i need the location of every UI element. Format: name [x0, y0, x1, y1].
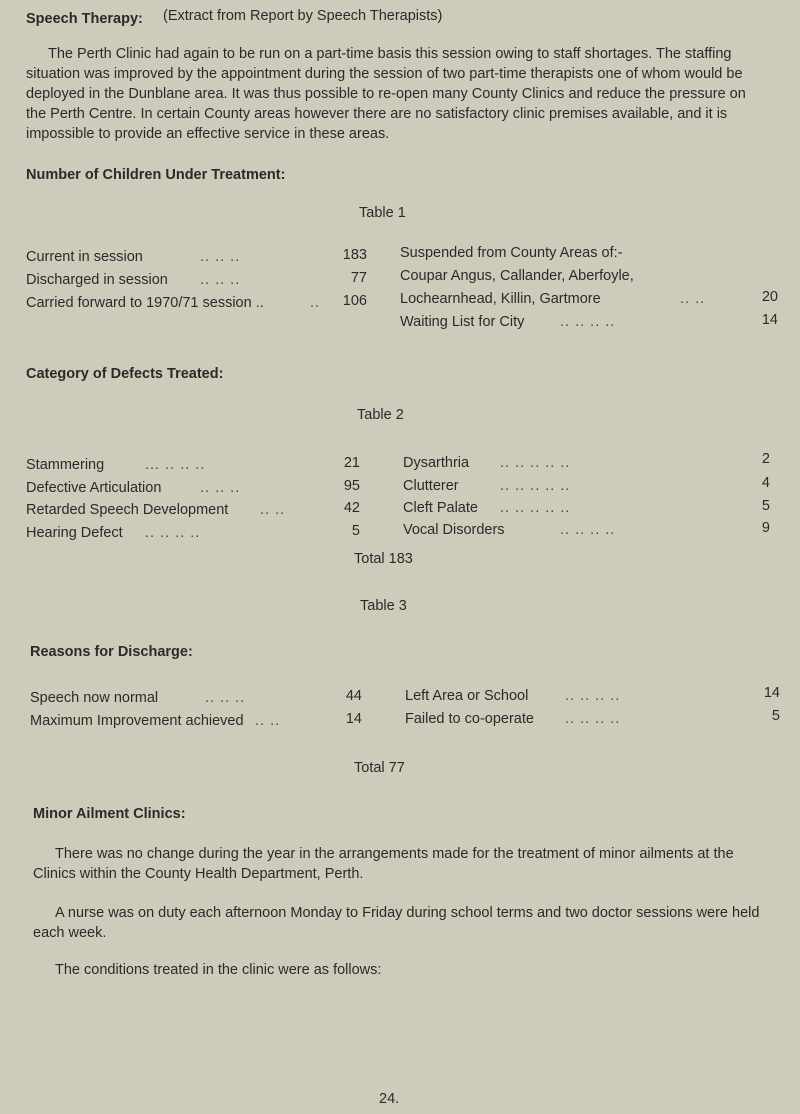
- table-total-3: Total 77: [354, 760, 405, 776]
- leader-dots: .. .. .. ..: [565, 688, 621, 704]
- table-title-2: Table 2: [357, 407, 404, 423]
- row-label: Defective Articulation: [26, 480, 162, 496]
- row-value: 14: [761, 312, 778, 328]
- leader-dots: .. .. ..: [200, 272, 241, 288]
- section-heading-children: Number of Children Under Treatment:: [26, 167, 286, 183]
- row-label: Speech now normal: [30, 690, 159, 706]
- report-subtitle: (Extract from Report by Speech Therapists): [163, 8, 443, 24]
- suspended-intro: Suspended from County Areas of:-: [400, 245, 623, 261]
- leader-dots: .. .. .. .. ..: [500, 478, 571, 494]
- leader-dots: .. .. .. .. ..: [500, 500, 571, 516]
- leader-dots: .. .. .. ..: [145, 525, 201, 541]
- row-label: Clutterer: [403, 478, 459, 494]
- section-label: Speech Therapy:: [26, 11, 143, 27]
- row-value: 14: [345, 711, 362, 727]
- row-label: Left Area or School: [405, 688, 529, 704]
- row-value: 106: [342, 293, 367, 309]
- leader-dots: ... .. .. ..: [145, 457, 206, 473]
- row-value: 5: [771, 708, 780, 724]
- row-value: 2: [761, 451, 770, 467]
- row-label: Stammering: [26, 457, 105, 473]
- page-number: 24.: [379, 1091, 400, 1107]
- table-title-3: Table 3: [360, 598, 407, 614]
- row-label: Maximum Improvement achieved: [30, 713, 244, 729]
- leader-dots: .. .. .. ..: [560, 314, 616, 330]
- row-label: Discharged in session: [26, 272, 168, 288]
- row-value: 9: [761, 520, 770, 536]
- row-label: Current in session: [26, 249, 143, 265]
- minor-ailments-paragraph-3: The conditions treated in the clinic were as follows:: [55, 962, 382, 978]
- row-label: Lochearnhead, Killin, Gartmore: [400, 291, 601, 307]
- row-value: 21: [343, 455, 360, 471]
- leader-dots: .. ..: [255, 713, 281, 729]
- leader-dots: .. .. .. .. ..: [500, 455, 571, 471]
- row-value: 183: [342, 247, 367, 263]
- row-label: Dysarthria: [403, 455, 470, 471]
- intro-paragraph: The Perth Clinic had again to be run on a part-time basis this session owing to staff shortages. The staffing situation was improved by the appointment during the session of two part-time therapists one of whom would be deployed in the Dunblane area. It was thus possible to re-open many County Clinics and reduce the pressure on the Perth Centre. In certain County areas however there are no satisfactory clinic premises available, and it is impossible to provide an effective service in these areas.: [26, 46, 746, 142]
- leader-dots: .. ..: [680, 291, 706, 307]
- row-value: 5: [761, 498, 770, 514]
- section-heading-defects: Category of Defects Treated:: [26, 366, 224, 382]
- minor-ailments-paragraph-2: A nurse was on duty each afternoon Monday to Friday during school terms and two doctor sessions were held each week.: [33, 905, 760, 941]
- row-value: 44: [345, 688, 362, 704]
- row-value: 42: [343, 500, 360, 516]
- minor-ailments-paragraph-1: There was no change during the year in the arrangements made for the treatment of minor ailments at the Clinics within the County Health Department, Perth.: [33, 846, 734, 882]
- row-value: 95: [343, 478, 360, 494]
- leader-dots: .. .. ..: [205, 690, 246, 706]
- section-heading-discharge: Reasons for Discharge:: [30, 644, 193, 660]
- leader-dots: .. ..: [260, 502, 286, 518]
- row-value: 14: [763, 685, 780, 701]
- row-label: Hearing Defect: [26, 525, 123, 541]
- table-title-1: Table 1: [359, 205, 406, 221]
- suspended-areas: Coupar Angus, Callander, Aberfoyle,: [400, 268, 634, 284]
- row-value: 20: [761, 289, 778, 305]
- row-label: Retarded Speech Development: [26, 502, 229, 518]
- leader-dots: .. .. ..: [200, 249, 241, 265]
- leader-dots: .. .. ..: [200, 480, 241, 496]
- row-label: Vocal Disorders: [403, 522, 505, 538]
- row-label: Cleft Palate: [403, 500, 478, 516]
- leader-dots: .. .. .. ..: [560, 522, 616, 538]
- leader-dots: .. .. .. ..: [565, 711, 621, 727]
- leader-dots: ..: [310, 295, 321, 311]
- row-value: 4: [761, 475, 770, 491]
- row-label: Waiting List for City: [400, 314, 525, 330]
- table-total-2: Total 183: [354, 551, 413, 567]
- row-label: Carried forward to 1970/71 session ..: [26, 295, 264, 311]
- row-value: 77: [350, 270, 367, 286]
- row-label: Failed to co-operate: [405, 711, 534, 727]
- section-heading-minor-ailments: Minor Ailment Clinics:: [33, 806, 186, 822]
- row-value: 5: [351, 523, 360, 539]
